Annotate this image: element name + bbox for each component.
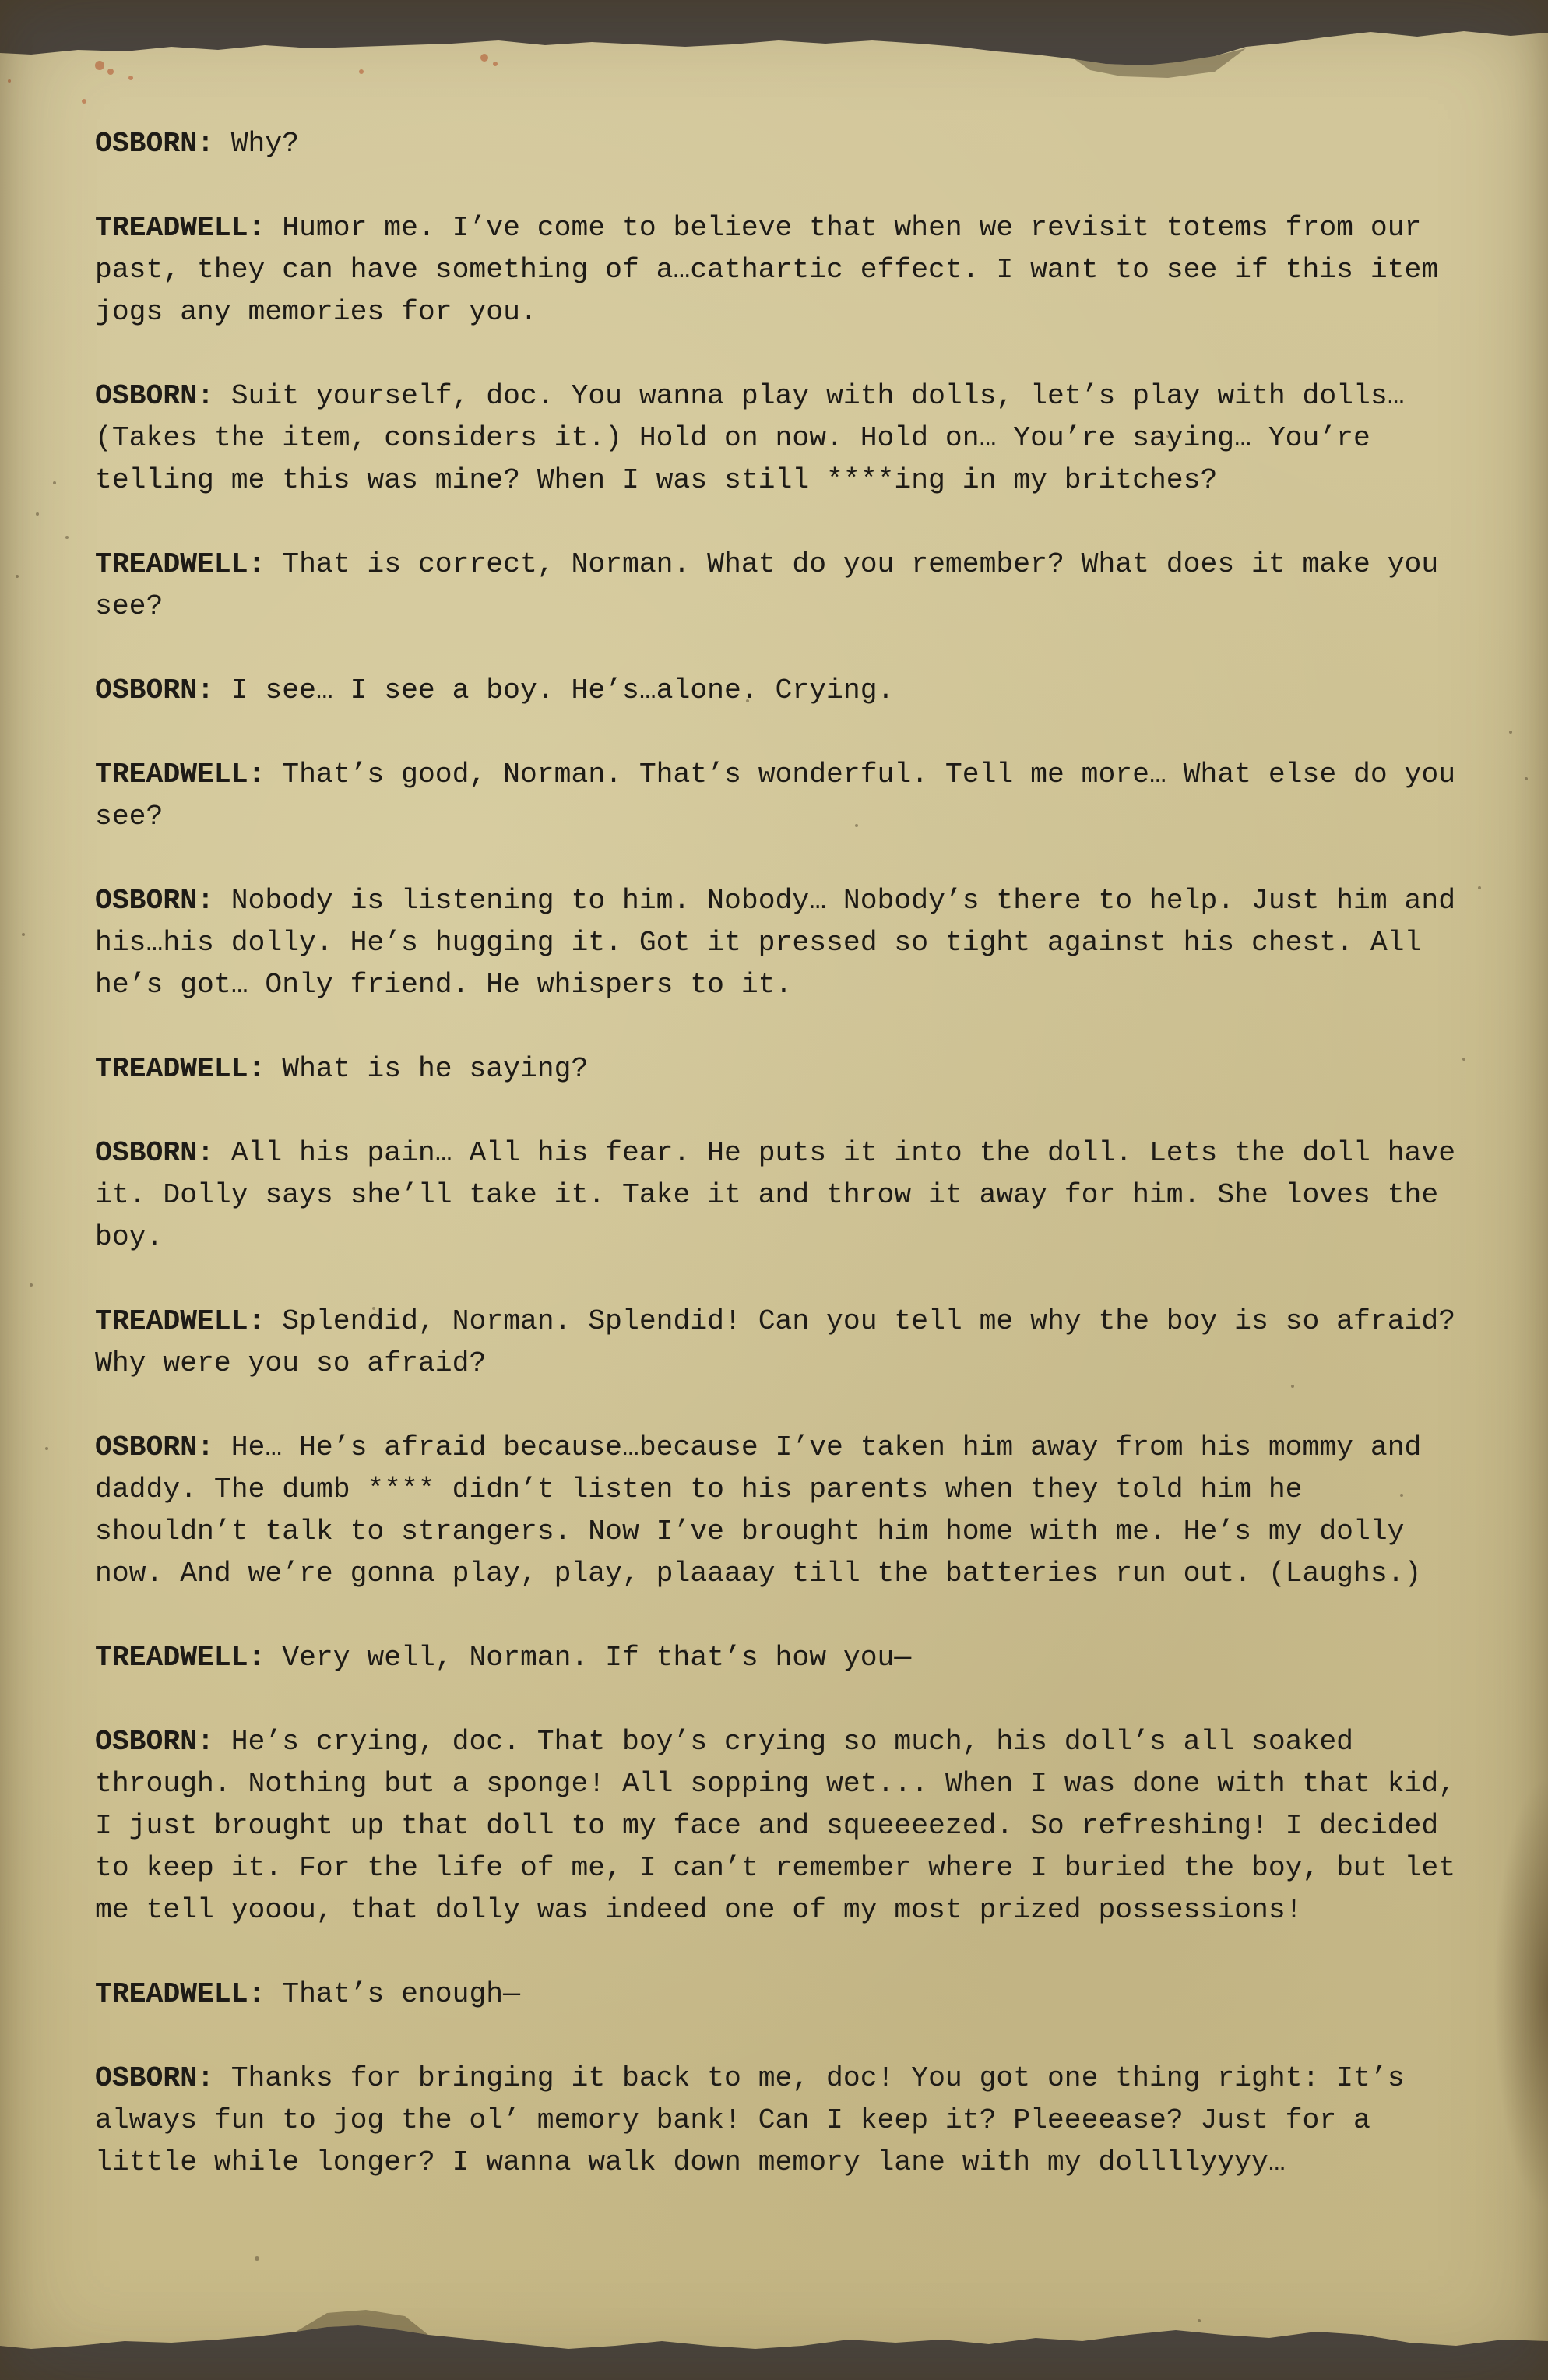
dialogue-entry [95, 207, 1465, 333]
speaker-name: OSBORN: [95, 128, 214, 160]
dialogue-entry [95, 1721, 1465, 1931]
speaker-name: OSBORN: [95, 1726, 214, 1758]
dialogue-entry [95, 880, 1465, 1006]
dialogue-entry [95, 2058, 1465, 2184]
dialogue-entry [95, 375, 1465, 502]
speaker-name: OSBORN: [95, 1431, 214, 1463]
speaker-name: TREADWELL: [95, 1053, 266, 1085]
speaker-name: OSBORN: [95, 2062, 214, 2094]
dialogue-line: What is he saying? [282, 1053, 589, 1085]
dialogue-line: Thanks for bringing it back to me, doc! You got one thing right: It’s always fun to jog the ol’ memory bank! Can I keep it? Pleeeease? Just for a little while longer? I wanna walk down memory lane with my dollllyyyy… [95, 2062, 1405, 2178]
dialogue-line: Nobody is listening to him. Nobody… Nobody’s there to help. Just him and his…his dolly. He’s hugging it. Got it pressed so tight against his chest. All he’s got… Only friend. He whispers to it. [95, 885, 1456, 1001]
speaker-name: OSBORN: [95, 1137, 214, 1169]
dialogue-entry [95, 1637, 1465, 1679]
dialogue-line: He’s crying, doc. That boy’s crying so much, his doll’s all soaked through. Nothing but a sponge! All sopping wet... When I was done with that kid, I just brought up that doll to my face and squeeeezed. So refreshing! I decided to keep it. For the life of me, I can’t remember where I buried the boy, but let me tell yooou, that dolly was indeed one of my most prized possessions! [95, 1726, 1456, 1926]
speaker-name: OSBORN: [95, 674, 214, 706]
dialogue-entry [95, 1973, 1465, 2016]
speaker-name: TREADWELL: [95, 1305, 266, 1337]
speaker-name: OSBORN: [95, 380, 214, 412]
dialogue-entry [95, 670, 1465, 712]
dialogue-line: He… He’s afraid because…because I’ve taken him away from his mommy and daddy. The dumb **** didn’t listen to his parents when they told him he shouldn’t talk to strangers. Now I’ve brought him home with me. He’s my dolly now. And we’re gonna play, play, plaaaay till the batteries run out. (Laughs.) [95, 1431, 1422, 1590]
dialogue-line: Humor me. I’ve come to believe that when we revisit totems from our past, they can have something of a…cathartic effect. I want to see if this item jogs any memories for you. [95, 212, 1439, 328]
dialogue-entry [95, 1427, 1465, 1595]
dialogue-line: Why? [230, 128, 300, 160]
dialogue-entry [95, 1132, 1465, 1259]
speaker-name: TREADWELL: [95, 212, 266, 244]
dialogue-line: That’s enough— [282, 1978, 520, 2010]
dialogue-entry [95, 1301, 1465, 1385]
speaker-name: TREADWELL: [95, 1642, 266, 1674]
transcript [95, 123, 1465, 2226]
dialogue-entry [95, 544, 1465, 628]
speaker-name: TREADWELL: [95, 1978, 266, 2010]
speaker-name: TREADWELL: [95, 548, 266, 580]
speaker-name: OSBORN: [95, 885, 214, 917]
burn-stain [1493, 1776, 1548, 2212]
dialogue-entry [95, 1048, 1465, 1090]
dialogue-line: All his pain… All his fear. He puts it into the doll. Lets the doll have it. Dolly says she’ll take it. Take it and throw it away for him. She loves the boy. [95, 1137, 1456, 1253]
dialogue-line: That is correct, Norman. What do you remember? What does it make you see? [95, 548, 1439, 622]
dialogue-line: I see… I see a boy. He’s…alone. Crying. [230, 674, 895, 706]
torn-top-edge [0, 0, 1548, 86]
dialogue-line: That’s good, Norman. That’s wonderful. Tell me more… What else do you see? [95, 759, 1456, 833]
dialogue-line: Suit yourself, doc. You wanna play with dolls, let’s play with dolls… (Takes the item, considers it.) Hold on now. Hold on… You’re saying… You’re telling me this was mine? When I was still ****ing in my britches? [95, 380, 1405, 496]
dialogue-entry [95, 754, 1465, 838]
dialogue-entry [95, 123, 1465, 165]
speaker-name: TREADWELL: [95, 759, 266, 790]
dialogue-line: Very well, Norman. If that’s how you— [282, 1642, 912, 1674]
dialogue-line: Splendid, Norman. Splendid! Can you tell me why the boy is so afraid? Why were you so afraid? [95, 1305, 1456, 1379]
torn-bottom-edge [0, 2294, 1548, 2380]
